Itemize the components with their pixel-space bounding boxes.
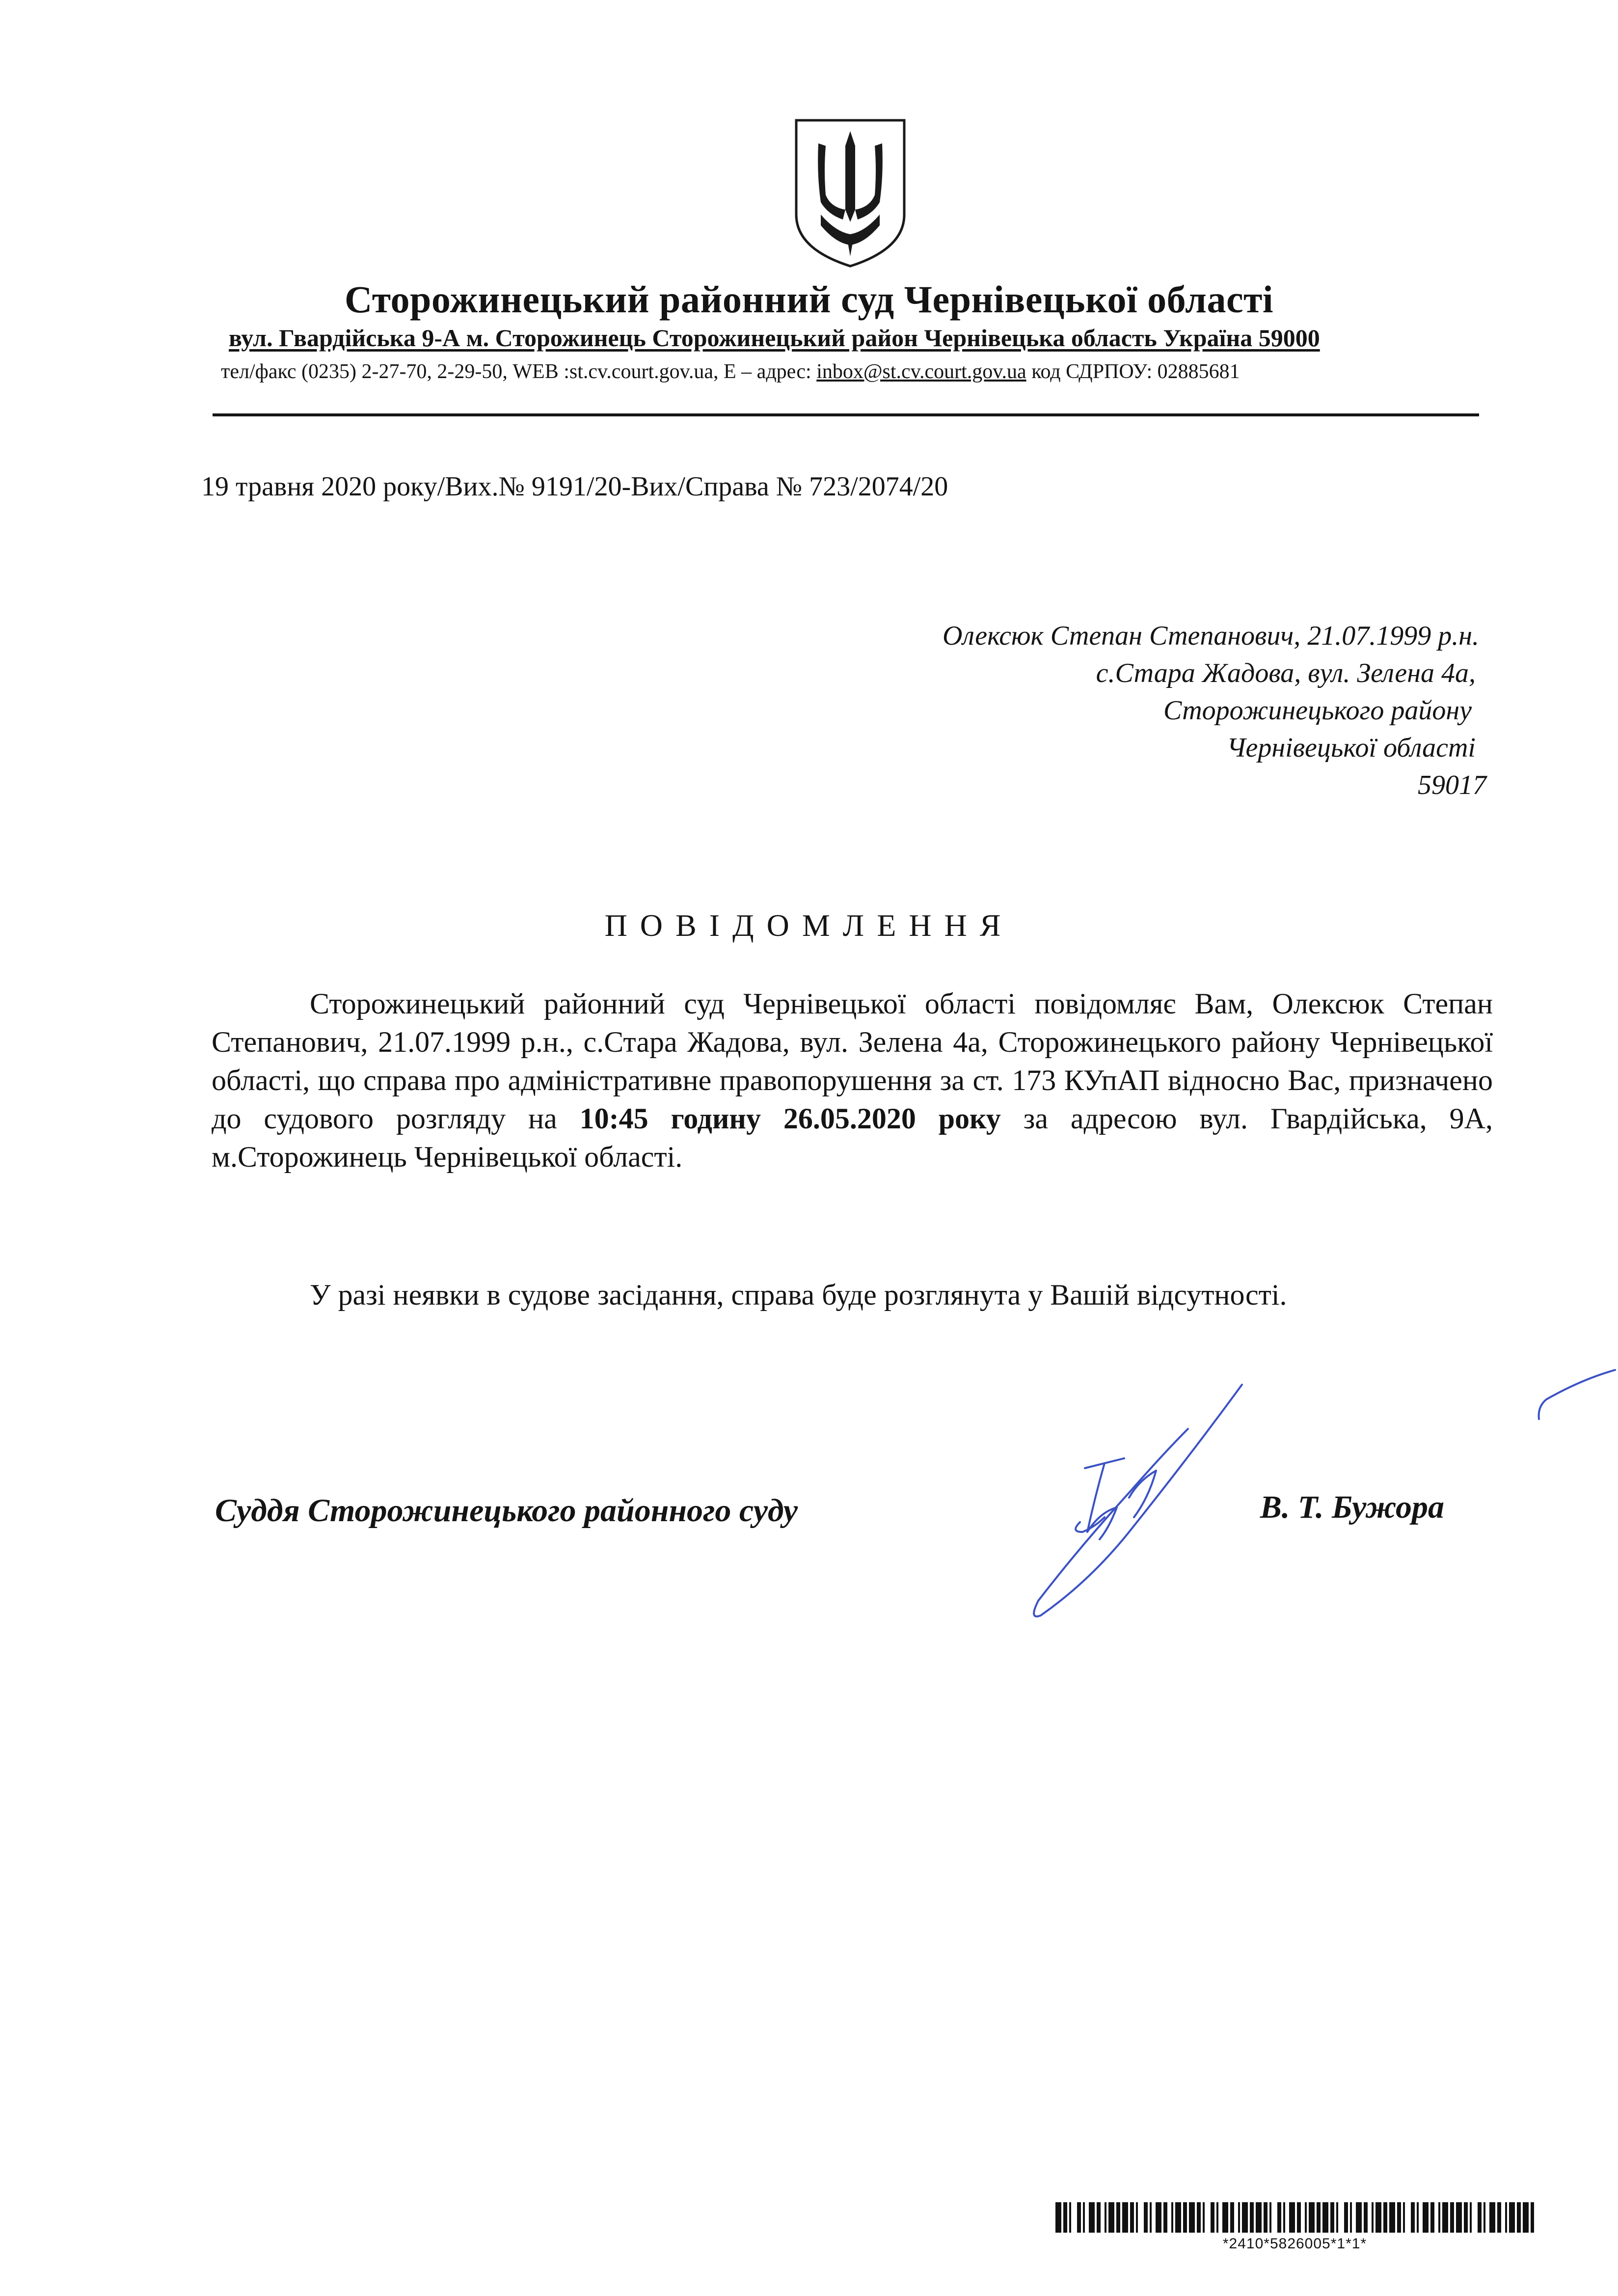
recipient-address-line: Чернівецької області [1226, 733, 1476, 763]
contacts-prefix: тел/факс (0235) 2-27-70, 2-29-50, WEB :st.cv.court.gov.ua, E – адрес: [221, 360, 817, 383]
notice-body [212, 984, 1493, 1176]
recipient-address-line: Сторожинецького району [1163, 695, 1472, 726]
barcode-icon [1055, 2202, 1534, 2233]
contacts-suffix: код СДРПОУ: 02885681 [1026, 360, 1240, 383]
hearing-datetime: 10:45 годину 26.05.2020 року [579, 1102, 1001, 1135]
court-name: Сторожинецький районний суд Чернівецької області [344, 278, 1274, 321]
absence-notice: У разі неявки в судове засідання, справа буде розглянута у Вашій відсутності. [310, 1279, 1287, 1311]
court-address: вул. Гвардійська 9-А м. Сторожинець Сторожинецький район Чернівецька область Україна 59000 [229, 324, 1320, 352]
notice-body-text: Сторожинецький районний суд Чернівецької області повідомляє Вам, Олексюк Степан Степанович, 21.07.1999 р.н., с.Стара Жадова, вул. Зелена 4а, Сторожинецького району Чернівецької області, що справа про адміністративне правопорушення за ст. 173 КУпАП відносно Вас, призначено до судового розгляду на [212, 987, 1493, 1135]
court-email: inbox@st.cv.court.gov.ua [816, 360, 1026, 383]
court-contacts [221, 359, 1240, 384]
margin-mark-icon [1532, 1360, 1618, 1424]
recipient-address-line: с.Стара Жадова, вул. Зелена 4а, [1096, 658, 1476, 688]
header-divider [213, 413, 1479, 416]
notice-body-text: за адресою вул. Гвардійська, 9А, м.Сторожинець Чернівецької області. [212, 1102, 1493, 1173]
recipient-postcode: 59017 [1418, 770, 1486, 800]
judge-title: Суддя Сторожинецького районного суду [215, 1493, 798, 1529]
notice-title: ПОВІДОМЛЕННЯ [604, 908, 1014, 943]
outgoing-reference: 19 травня 2020 року/Вих.№ 9191/20-Вих/Справа № 723/2074/20 [201, 471, 948, 502]
barcode-number: *2410*5826005*1*1* [1222, 2236, 1367, 2252]
coat-of-arms-icon [791, 116, 909, 270]
signature-icon [982, 1370, 1257, 1625]
recipient-name: Олексюк Степан Степанович, 21.07.1999 р.н. [943, 621, 1479, 651]
judge-name: В. Т. Бужора [1260, 1489, 1444, 1525]
